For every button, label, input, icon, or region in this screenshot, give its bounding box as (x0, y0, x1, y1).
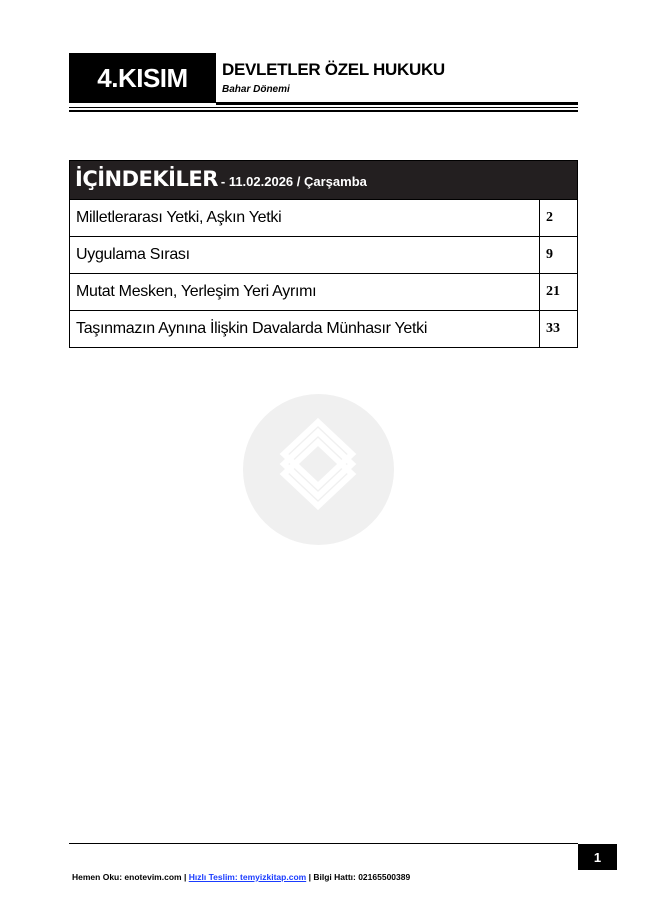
toc-entry-title: Mutat Mesken, Yerleşim Yeri Ayrımı (76, 283, 317, 300)
footer-info-label: Bilgi Hattı: 02165500389 (313, 872, 411, 882)
toc-row[interactable] (70, 310, 577, 347)
toc-entry-page: 21 (539, 274, 577, 310)
toc-entry-page: 33 (539, 311, 577, 347)
footer-text (72, 872, 410, 882)
toc-entry-page: 2 (539, 200, 577, 236)
toc-entry-title: Uygulama Sırası (76, 246, 190, 263)
toc-entry-title: Milletlerarası Yetki, Aşkın Yetki (76, 209, 282, 226)
toc-row[interactable] (70, 273, 577, 310)
toc-title: İÇİNDEKİLER (75, 167, 218, 191)
course-title: DEVLETLER ÖZEL HUKUKU (222, 60, 445, 79)
toc-row[interactable] (70, 236, 577, 273)
table-of-contents (69, 160, 578, 348)
footer-separator: | (308, 872, 311, 882)
footer-rule (69, 843, 578, 844)
footer-read-label: Hemen Oku: enotevim.com (72, 872, 182, 882)
section-label: 4.KISIM (69, 53, 216, 103)
toc-row[interactable] (70, 199, 577, 236)
footer-separator: | (183, 872, 187, 882)
header-rule-thin (69, 107, 578, 108)
header-rule-thick (216, 102, 578, 105)
toc-header (70, 161, 577, 199)
stacked-layers-icon (243, 394, 394, 545)
toc-entry-page: 9 (539, 237, 577, 273)
page-number: 1 (578, 844, 617, 870)
term-label: Bahar Dönemi (222, 84, 290, 95)
footer-delivery-link[interactable]: Hızlı Teslim: temyizkitap.com (188, 872, 307, 882)
toc-date: - 11.02.2026 / Çarşamba (220, 174, 367, 189)
header-rule-bottom (69, 110, 578, 112)
toc-entry-title: Taşınmazın Aynına İlişkin Davalarda Münhasır Yetki (76, 320, 428, 337)
